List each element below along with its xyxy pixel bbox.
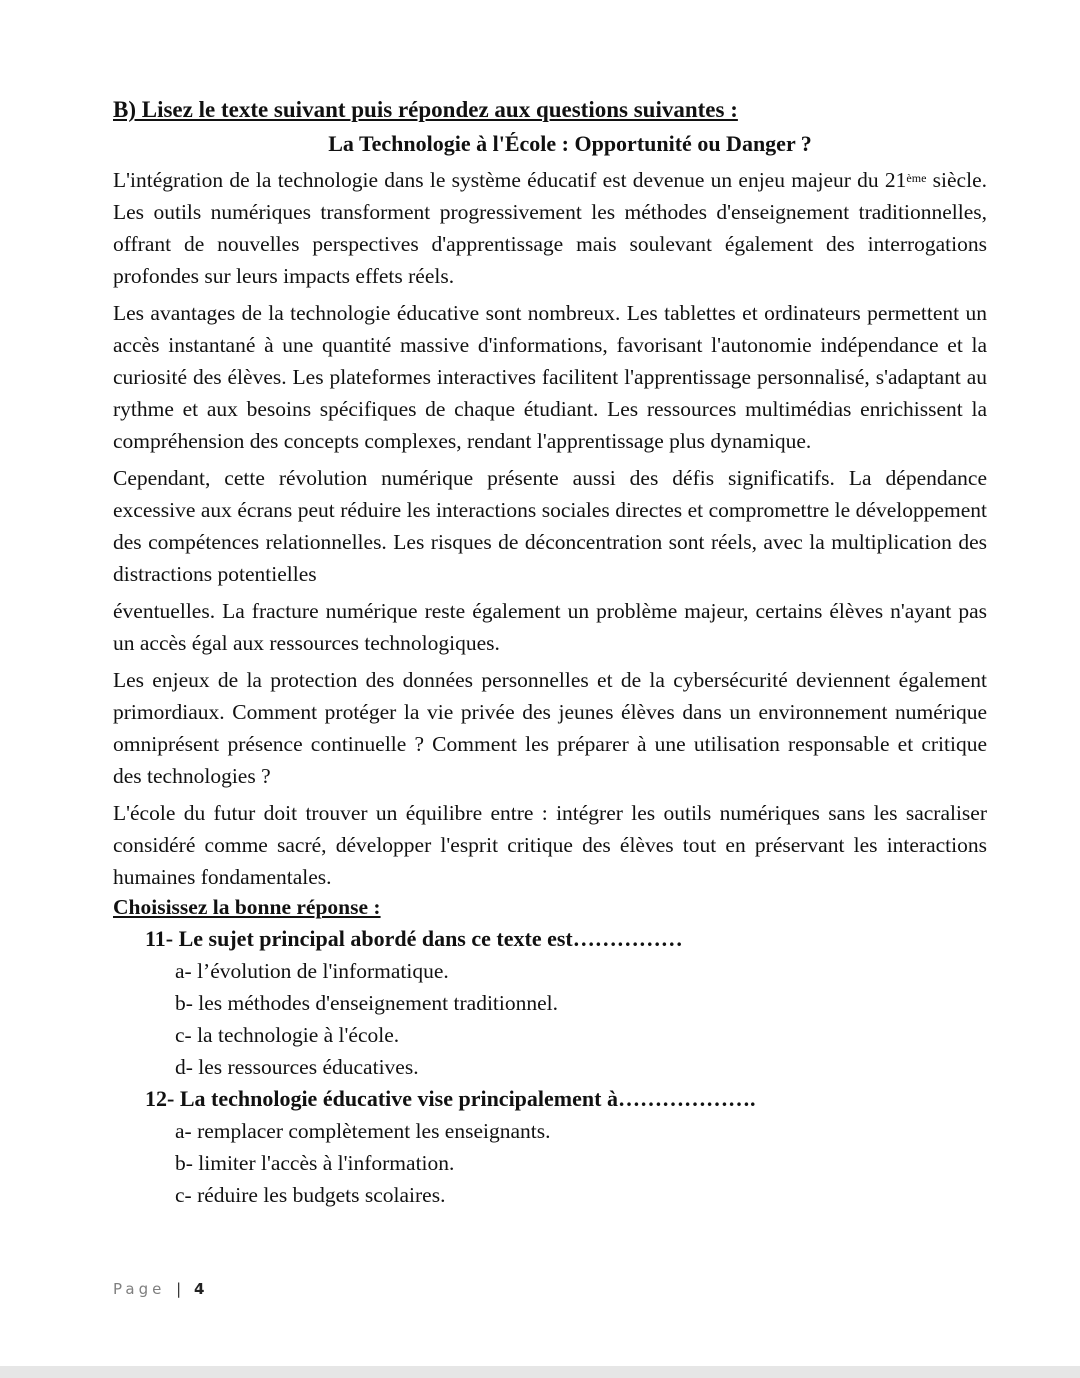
page-label: Page bbox=[113, 1280, 166, 1298]
paragraph-6: L'école du futur doit trouver un équilibre entre : intégrer les outils numériques sans les sacraliser considéré comme sacré, développer l'esprit critique des élèves tout en préservant les interactions humaines fondamentales. bbox=[113, 801, 987, 889]
question-11-option-d: d- les ressources éducatives. bbox=[175, 1055, 419, 1079]
page-number: 4 bbox=[193, 1280, 205, 1298]
question-12-option-c: c- réduire les budgets scolaires. bbox=[175, 1183, 446, 1207]
paragraph-1-rest: siècle. Les outils numériques transforment progressivement les méthodes d'enseignement traditionnelles, offrant de nouvelles perspectives d'apprentissage mais soulevant également des interrogations profondes sur leurs impacts effets réels. bbox=[113, 168, 987, 288]
paragraph-1 bbox=[113, 164, 987, 292]
paragraph-1-superscript: ème bbox=[906, 171, 927, 185]
question-12-option-a: a- remplacer complètement les enseignants. bbox=[175, 1119, 551, 1143]
page-footer bbox=[113, 1280, 204, 1298]
section-heading: B) Lisez le texte suivant puis répondez aux questions suivantes : bbox=[113, 97, 738, 122]
paragraph-1-start: L'intégration de la technologie dans le système éducatif est devenue un enjeu majeur du 21 bbox=[113, 168, 907, 192]
instruction-heading: Choisissez la bonne réponse : bbox=[113, 895, 381, 919]
paragraph-5: Les enjeux de la protection des données personnelles et de la cybersécurité deviennent également primordiaux. Comment protéger la vie privée des jeunes élèves dans un environnement numérique omniprésent présence continuelle ? Comment les préparer à une utilisation responsable et critique des technologies ? bbox=[113, 668, 987, 788]
question-11-option-c: c- la technologie à l'école. bbox=[175, 1023, 400, 1047]
paragraph-3: Cependant, cette révolution numérique présente aussi des défis significatifs. La dépendance excessive aux écrans peut réduire les interactions sociales directes et compromettre le développement des compétences relationnelles. Les risques de déconcentration sont réels, avec la multiplication des distractions potentielles bbox=[113, 466, 987, 586]
text-title: La Technologie à l'École : Opportunité ou Danger ? bbox=[328, 131, 812, 156]
question-block bbox=[113, 1083, 987, 1211]
question-11-option-a: a- l’évolution de l'informatique. bbox=[175, 959, 449, 983]
question-12: 12- La technologie éducative vise principalement à………………. bbox=[145, 1086, 756, 1111]
paragraph-4: éventuelles. La fracture numérique reste également un problème majeur, certains élèves n'ayant pas un accès égal aux ressources technologiques. bbox=[113, 599, 987, 655]
document-page bbox=[113, 94, 987, 1211]
bottom-band bbox=[0, 1366, 1080, 1378]
question-block bbox=[113, 923, 987, 1083]
question-11-option-b: b- les méthodes d'enseignement traditionnel. bbox=[175, 991, 559, 1015]
question-11: 11- Le sujet principal abordé dans ce texte est…………… bbox=[145, 926, 683, 951]
paragraph-2: Les avantages de la technologie éducative sont nombreux. Les tablettes et ordinateurs permettent un accès instantané à une quantité massive d'informations, favorisant l'autonomie indépendance et la curiosité des élèves. Les plateformes interactives facilitent l'apprentissage personnalisé, s'adaptant au rythme et aux besoins spécifiques de chaque étudiant. Les ressources multimédias enrichissent la compréhension des concepts complexes, rendant l'apprentissage plus dynamique. bbox=[113, 301, 987, 453]
question-12-option-b: b- limiter l'accès à l'information. bbox=[175, 1151, 455, 1175]
page-separator: | bbox=[176, 1280, 182, 1298]
